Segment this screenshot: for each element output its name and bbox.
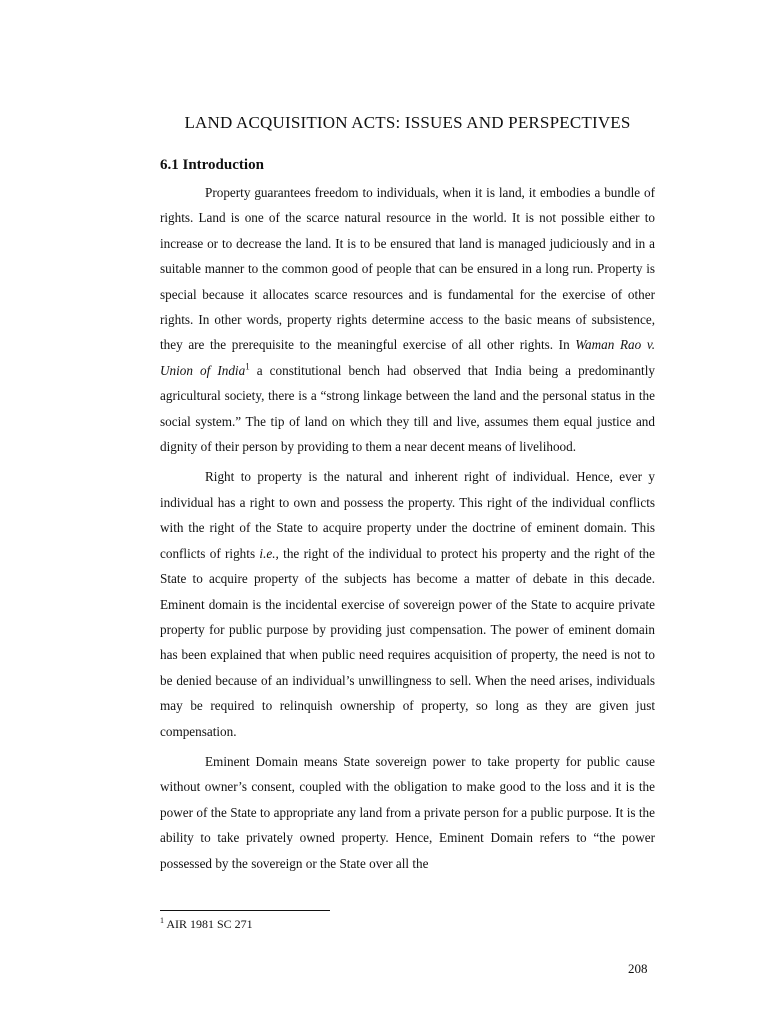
footnote-reference[interactable]: 1 [245, 361, 250, 372]
paragraph-2 [160, 464, 655, 743]
paragraph-2-text-a: Right to property is the natural and inherent right of individual. Hence, ever y individual has a right to own and possess the property. This right of the individual conflicts with the right of the State to acquire property under the doctrine of eminent domain. This conflicts of rights [160, 469, 655, 561]
paragraph-2-text-b: the right of the individual to protect his property and the right of the State to acquire property of the subjects has become a matter of debate in this decade. Eminent domain is the incidental exercise of sovereign power of the State to acquire private property for public purpose by providing just compensation. The power of eminent domain has been explained that when public need requires acquisition of property, the need is not to be denied because of an individual’s unwillingness to sell. When the need arises, individuals may be required to relinquish ownership of property, so long as they are given just compensation. [160, 545, 656, 739]
paragraph-1 [160, 180, 655, 459]
case-name: Waman Rao v. Union of India [160, 337, 655, 378]
footnote-text: AIR 1981 SC 271 [164, 917, 253, 931]
paragraph-1-text-a: Property guarantees freedom to individuals, when it is land, it embodies a bundle of rights. Land is one of the scarce natural resource in the world. It is not possible either to increase or to decrease the land. It is to be ensured that land is managed judiciously and in a suitable manner to the common good of people that can be ensured in a long run. Property is special because it allocates scarce resources and is fundamental for the exercise of other rights. In other words, property rights determine access to the basic means of subsistence, they are the prerequisite to the meaningful exercise of all other rights. In [160, 185, 655, 353]
footnote-divider [160, 910, 330, 911]
footnote-number: 1 [160, 916, 164, 925]
section-heading: 6.1 Introduction [160, 157, 264, 173]
paragraph-3: Eminent Domain means State sovereign power to take property for public cause without owner’s consent, coupled with the obligation to make good to the loss and it is the power of the State to appropriate any land from a private person for a public purpose. It is the ability to take privately owned property. Hence, Eminent Domain refers to “the power possessed by the sovereign or the State over all the [160, 753, 655, 871]
italic-ie: i.e., [259, 545, 279, 561]
paragraph-1-text-b: a constitutional bench had observed that India being a predominantly agricultural society, there is a “strong linkage between the land and the personal status in the social system.” The tip of land on which they till and live, assumes them equal justice and dignity of their person by providing to them a near decent means of livelihood. [160, 362, 655, 455]
footnote [160, 916, 253, 932]
page-number: 208 [628, 961, 648, 976]
page-title: LAND ACQUISITION ACTS: ISSUES AND PERSPECTIVES [184, 113, 631, 132]
body-text [160, 180, 655, 881]
